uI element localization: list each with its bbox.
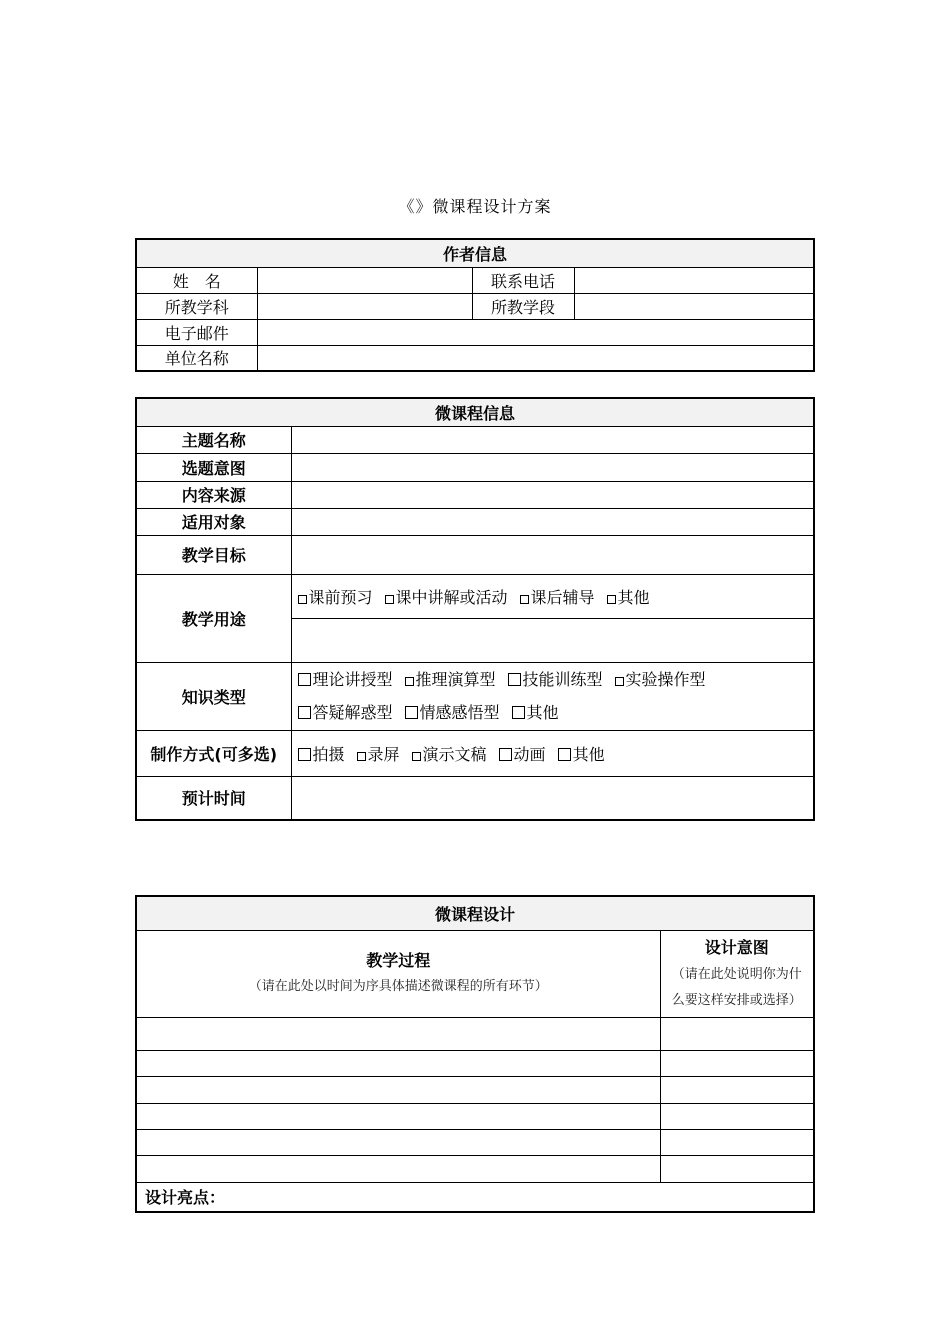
time-field[interactable] <box>291 776 814 820</box>
production-label: 制作方式(可多选) <box>136 730 291 776</box>
phone-field[interactable] <box>574 267 814 293</box>
intent-cell[interactable] <box>660 1103 814 1129</box>
name-label: 姓 名 <box>136 267 257 293</box>
process-hint: （请在此处以时间为序具体描述微课程的所有环节） <box>248 978 548 994</box>
checkbox-icon <box>298 706 311 719</box>
process-cell[interactable] <box>136 1050 660 1076</box>
goal-field[interactable] <box>291 535 814 574</box>
process-cell[interactable] <box>136 1129 660 1155</box>
page-title: 《》微课程设计方案 <box>398 197 552 216</box>
source-label: 内容来源 <box>136 481 291 508</box>
process-header <box>136 930 660 1017</box>
grade-label: 所教学段 <box>472 293 574 319</box>
process-cell[interactable] <box>136 1103 660 1129</box>
org-label: 单位名称 <box>136 345 257 371</box>
subject-label: 所教学科 <box>136 293 257 319</box>
knowledge-label: 知识类型 <box>136 662 291 730</box>
author-info-table <box>135 238 815 372</box>
email-label: 电子邮件 <box>136 319 257 345</box>
checkbox-icon <box>615 677 624 686</box>
design-intent-label: 设计意图 <box>704 937 769 957</box>
knowledge-option-skill[interactable]: 技能训练型 <box>508 663 603 696</box>
intent-cell[interactable] <box>660 1050 814 1076</box>
knowledge-options <box>291 662 814 730</box>
usage-option-preview[interactable]: 课前预习 <box>298 585 373 608</box>
checkbox-icon <box>298 748 311 761</box>
time-label: 预计时间 <box>136 776 291 820</box>
checkbox-icon <box>508 673 521 686</box>
usage-options <box>291 574 814 618</box>
email-field[interactable] <box>257 319 814 345</box>
design-heading: 微课程设计 <box>136 896 814 930</box>
checkbox-icon <box>357 752 366 761</box>
checkbox-icon <box>385 595 394 604</box>
source-field[interactable] <box>291 481 814 508</box>
usage-option-other[interactable]: 其他 <box>607 585 650 608</box>
audience-label: 适用对象 <box>136 508 291 535</box>
production-option-animation[interactable]: 动画 <box>499 742 546 765</box>
usage-option-in-class[interactable]: 课中讲解或活动 <box>385 585 508 608</box>
knowledge-option-emotion[interactable]: 情感感悟型 <box>405 696 500 729</box>
intent-hint-line2: 么要这样安排或选择） <box>671 992 802 1008</box>
checkbox-icon <box>405 677 414 686</box>
phone-label: 联系电话 <box>472 267 574 293</box>
subject-field[interactable] <box>257 293 472 319</box>
topic-field[interactable] <box>291 426 814 453</box>
intent-cell[interactable] <box>660 1129 814 1155</box>
checkbox-icon <box>298 595 307 604</box>
goal-label: 教学目标 <box>136 535 291 574</box>
intent-header <box>660 930 814 1017</box>
usage-note-field[interactable] <box>291 618 814 662</box>
intent-field[interactable] <box>291 453 814 481</box>
intent-cell[interactable] <box>660 1076 814 1103</box>
checkbox-icon <box>298 673 311 686</box>
knowledge-option-deduction[interactable]: 推理演算型 <box>405 663 496 696</box>
name-field[interactable] <box>257 267 472 293</box>
production-option-slides[interactable]: 演示文稿 <box>412 742 487 765</box>
author-info-heading: 作者信息 <box>136 239 814 267</box>
checkbox-icon <box>520 595 529 604</box>
process-cell[interactable] <box>136 1155 660 1182</box>
process-cell[interactable] <box>136 1076 660 1103</box>
production-option-screen-recording[interactable]: 录屏 <box>357 742 400 765</box>
checkbox-icon <box>512 706 525 719</box>
checkbox-icon <box>412 752 421 761</box>
intent-label: 选题意图 <box>136 453 291 481</box>
knowledge-option-other[interactable]: 其他 <box>512 696 559 729</box>
production-options <box>291 730 814 776</box>
topic-label: 主题名称 <box>136 426 291 453</box>
knowledge-option-qa[interactable]: 答疑解惑型 <box>298 696 393 729</box>
knowledge-option-theory[interactable]: 理论讲授型 <box>298 663 393 696</box>
grade-field[interactable] <box>574 293 814 319</box>
design-table <box>135 895 815 1213</box>
highlight-label: 设计亮点： <box>145 1188 226 1208</box>
process-label: 教学过程 <box>366 950 431 970</box>
usage-label: 教学用途 <box>136 574 291 662</box>
course-info-heading: 微课程信息 <box>136 398 814 426</box>
course-info-table <box>135 397 815 821</box>
process-cell[interactable] <box>136 1017 660 1050</box>
checkbox-icon <box>405 706 418 719</box>
checkbox-icon <box>558 748 571 761</box>
production-option-filming[interactable]: 拍摄 <box>298 742 345 765</box>
usage-option-after-class[interactable]: 课后辅导 <box>520 585 595 608</box>
intent-cell[interactable] <box>660 1155 814 1182</box>
audience-field[interactable] <box>291 508 814 535</box>
knowledge-option-experiment[interactable]: 实验操作型 <box>615 663 706 696</box>
design-highlight[interactable] <box>136 1182 814 1212</box>
intent-cell[interactable] <box>660 1017 814 1050</box>
checkbox-icon <box>499 748 512 761</box>
intent-hint-line1: （请在此处说明你为什 <box>671 966 802 982</box>
production-option-other[interactable]: 其他 <box>558 742 605 765</box>
org-field[interactable] <box>257 345 814 371</box>
checkbox-icon <box>607 595 616 604</box>
